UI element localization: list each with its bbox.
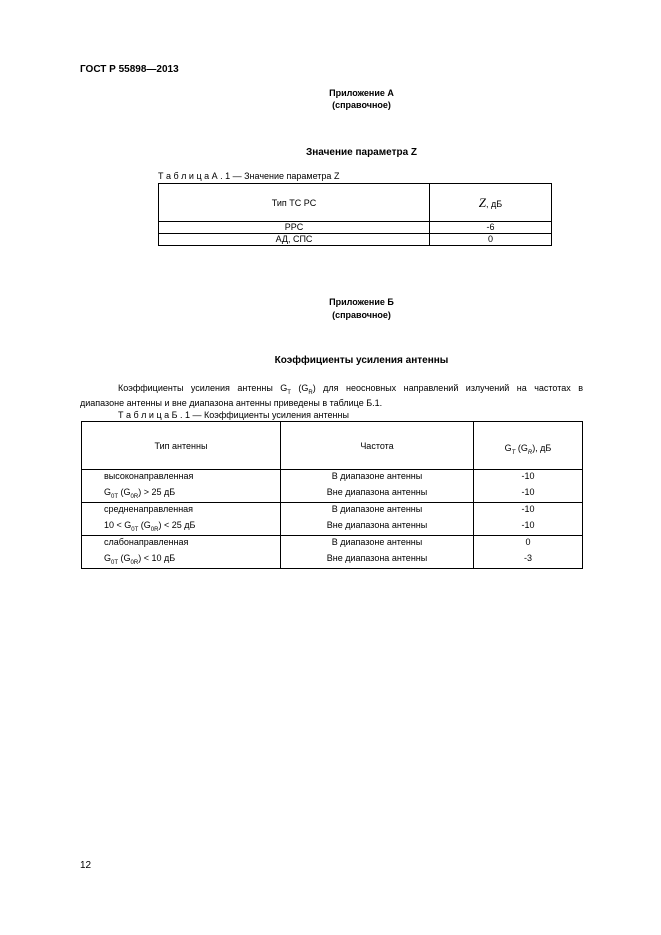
subscript: 0R [150, 526, 159, 533]
table-b1 [81, 421, 583, 569]
frequency-out: Вне диапазона антенны [326, 553, 428, 563]
subscript: 0T [111, 559, 119, 566]
frequency-in: В диапазоне антенны [331, 504, 423, 514]
text: ) < 25 дБ [158, 520, 196, 530]
unit-label: , дБ [486, 198, 503, 209]
gain-cell [474, 503, 583, 536]
appendix-a-title: Приложение А [329, 88, 394, 98]
subscript: 0T [111, 493, 119, 500]
type-condition [104, 519, 280, 535]
table-a1-caption: Т а б л и ц а А . 1 — Значение параметра Z [158, 171, 340, 181]
table-row [82, 536, 583, 569]
text: (G [118, 553, 131, 563]
appendix-b-heading: Коэффициенты усиления антенны [274, 355, 449, 366]
column-header: Тип ТС РС [159, 184, 430, 222]
gain-out: -3 [523, 553, 532, 563]
table-cell: 0 [430, 234, 552, 246]
subscript: T [511, 449, 516, 456]
subscript: 0T [131, 526, 139, 533]
subscript: R [308, 389, 313, 396]
gain-in: -10 [521, 471, 535, 481]
appendix-b-title: Приложение Б [329, 297, 394, 307]
table-row [159, 222, 552, 234]
column-header: Частота [281, 422, 474, 470]
text: (G [290, 383, 309, 393]
column-header: Тип антенны [82, 422, 281, 470]
frequency-in: В диапазоне антенны [331, 537, 423, 547]
gain-cell [474, 470, 583, 503]
subscript: R [527, 449, 533, 456]
type-condition [104, 552, 280, 568]
table-header-row [82, 422, 583, 470]
text: G [104, 487, 112, 497]
gain-cell [474, 536, 583, 569]
appendix-a-heading: Значение параметра Z [305, 147, 418, 158]
subscript: 0R [130, 559, 139, 566]
text: G [504, 443, 512, 454]
subscript: 0R [130, 493, 139, 500]
table-header-row [159, 184, 552, 222]
frequency-cell [281, 536, 474, 569]
text: ) > 25 дБ [138, 487, 176, 497]
gain-in: -10 [521, 504, 535, 514]
page-number: 12 [80, 860, 92, 871]
frequency-in: В диапазоне антенны [331, 471, 423, 481]
appendix-b-subtitle: (справочное) [332, 310, 391, 320]
text: (G [138, 520, 151, 530]
table-row [82, 470, 583, 503]
table-cell: РРС [159, 222, 430, 234]
table-cell: -6 [430, 222, 552, 234]
frequency-cell [281, 503, 474, 536]
text: G [104, 553, 112, 563]
document-id: ГОСТ Р 55898—2013 [80, 64, 179, 75]
gain-in: 0 [525, 537, 531, 547]
text: Коэффициенты усиления антенны G [118, 383, 288, 393]
text: (G [515, 443, 528, 454]
paragraph-line-1 [118, 383, 583, 396]
paragraph-line-2: диапазоне антенны и вне диапазона антенны приведены в таблице Б.1. [80, 398, 383, 408]
table-row [159, 234, 552, 246]
frequency-cell [281, 470, 474, 503]
type-name: высоконаправленная [104, 471, 194, 481]
table-cell: АД, СПС [159, 234, 430, 246]
type-name: средненаправленная [104, 504, 194, 514]
text: (G [118, 487, 131, 497]
appendix-a-subtitle: (справочное) [332, 100, 391, 110]
column-header [430, 184, 552, 222]
column-header [474, 422, 583, 470]
type-name: слабонаправленная [104, 537, 189, 547]
table-b1-caption: Т а б л и ц а Б . 1 — Коэффициенты усиления антенны [118, 410, 349, 420]
gain-out: -10 [521, 487, 535, 497]
table-a1 [158, 183, 552, 246]
antenna-type-cell [82, 503, 281, 536]
frequency-out: Вне диапазона антенны [326, 520, 428, 530]
antenna-type-cell [82, 536, 281, 569]
subscript: T [287, 389, 291, 396]
z-symbol: Z [478, 194, 487, 210]
table-row [82, 503, 583, 536]
text: ), дБ [532, 443, 552, 454]
frequency-out: Вне диапазона антенны [326, 487, 428, 497]
text: ) для неосновных направлений излучений на частотах в [312, 383, 583, 393]
antenna-type-cell [82, 470, 281, 503]
text: ) < 10 дБ [138, 553, 176, 563]
text: 10 < G [104, 520, 132, 530]
gain-out: -10 [521, 520, 535, 530]
type-condition [104, 486, 280, 502]
